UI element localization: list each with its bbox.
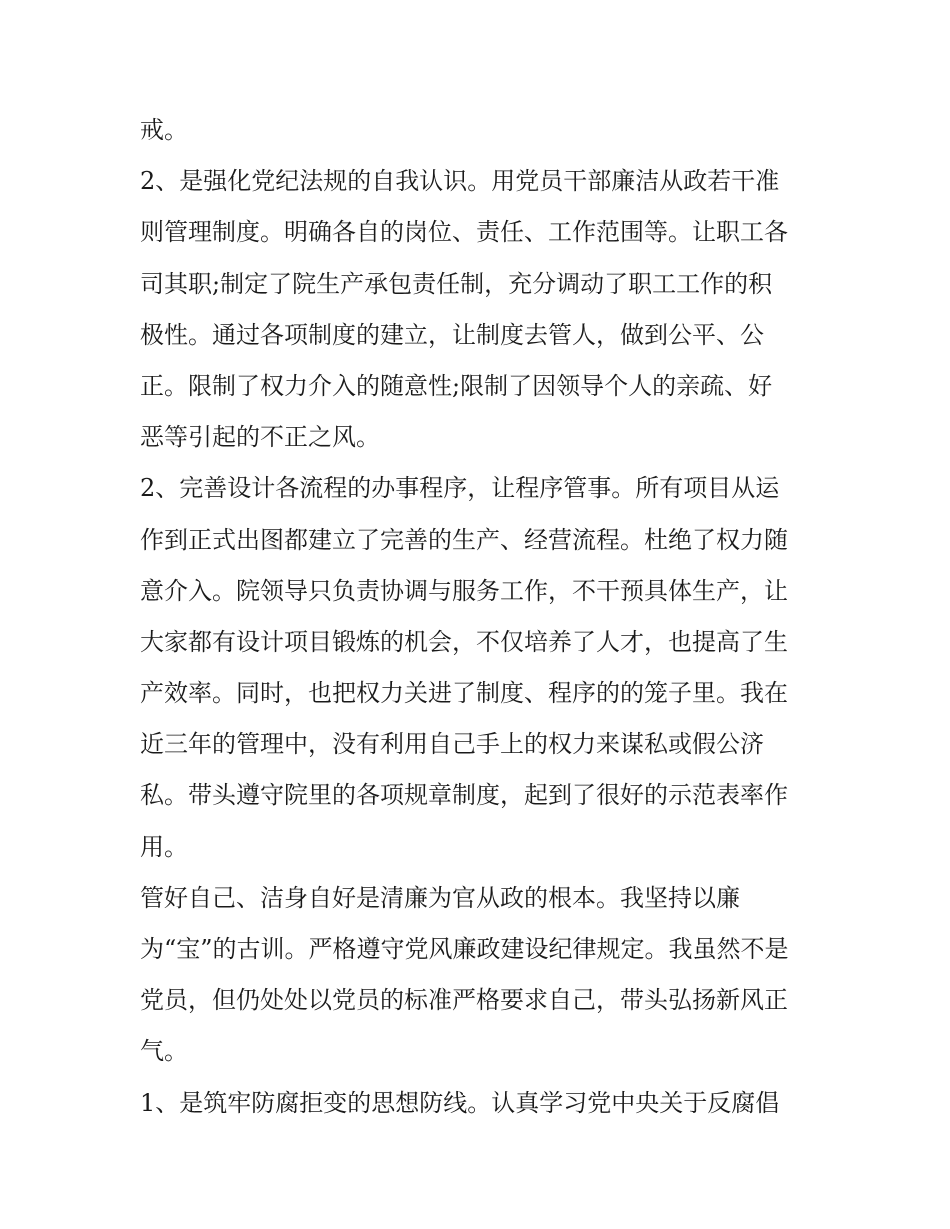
document-body bbox=[140, 105, 820, 1129]
text-line: 用。 bbox=[140, 832, 188, 861]
text-line: 2、完善设计各流程的办事程序，让程序管事。所有项目从运 bbox=[140, 474, 780, 503]
text-line: 2、是强化党纪法规的自我认识。用党员干部廉洁从政若干准 bbox=[140, 167, 780, 196]
text-line: 戒。 bbox=[140, 116, 188, 144]
text-line: 作到正式出图都建立了完善的生产、经营流程。杜绝了权力随 bbox=[140, 525, 788, 554]
text-line: 大家都有设计项目锻炼的机会，不仅培养了人才，也提高了生 bbox=[140, 627, 788, 656]
text-line: 气。 bbox=[140, 1037, 188, 1066]
text-line: 正。限制了权力介入的随意性;限制了因领导个人的亲疏、好 bbox=[140, 371, 773, 400]
text-line: 私。带头遵守院里的各项规章制度，起到了很好的示范表率作 bbox=[140, 781, 788, 810]
text-line: 司其职;制定了院生产承包责任制，充分调动了职工工作的积 bbox=[140, 269, 773, 298]
text-line: 党员，但仍处处以党员的标准严格要求自己，带头弘扬新风正 bbox=[140, 986, 788, 1015]
text-line: 极性。通过各项制度的建立，让制度去管人，做到公平、公 bbox=[140, 320, 764, 349]
text-line: 1、是筑牢防腐拒变的思想防线。认真学习党中央关于反腐倡 bbox=[140, 1088, 780, 1117]
text-line: 为“宝”的古训。严格遵守党风廉政建设纪律规定。我虽然不是 bbox=[140, 935, 789, 963]
text-line: 近三年的管理中，没有利用自己手上的权力来谋私或假公济 bbox=[140, 730, 764, 759]
text-line: 产效率。同时，也把权力关进了制度、程序的的笼子里。我在 bbox=[140, 679, 788, 708]
text-line: 则管理制度。明确各自的岗位、责任、工作范围等。让职工各 bbox=[140, 218, 788, 247]
text-line: 管好自己、洁身自好是清廉为官从政的根本。我坚持以廉 bbox=[140, 883, 740, 912]
text-line: 意介入。院领导只负责协调与服务工作，不干预具体生产，让 bbox=[140, 576, 788, 605]
text-line: 恶等引起的不正之风。 bbox=[140, 423, 380, 452]
